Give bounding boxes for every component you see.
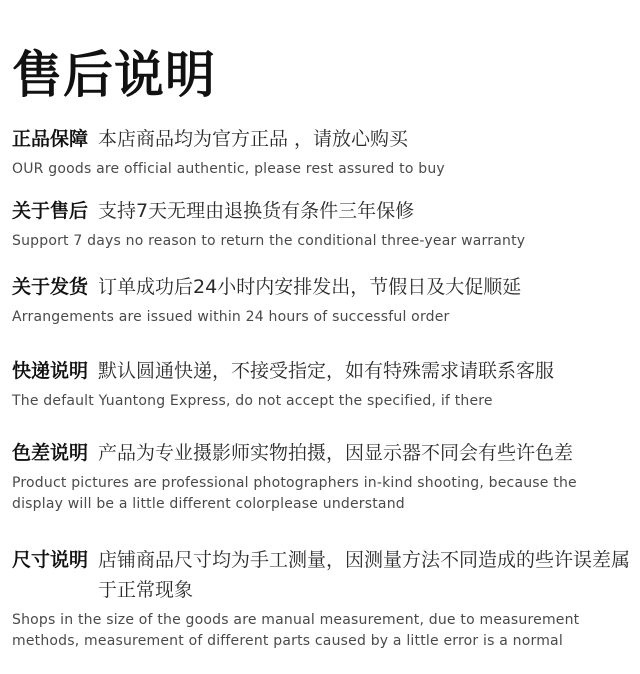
section-after-sales [12,196,632,252]
section-en-text: Shops in the size of the goods are manual measurement, due to measurement methods, measurement of different parts caused by a little error is a normal [12,612,580,649]
section-en-text: OUR goods are official authentic, please rest assured to buy [12,161,445,177]
section-label: 快递说明 [12,360,89,382]
section-en-text: Product pictures are professional photographers in-kind shooting, because the display will be a little different colorplease understand [12,475,577,512]
section-en-text: Arrangements are issued within 24 hours of successful order [12,309,450,325]
section-cn-text: 支持7天无理由退换货有条件三年保修 [98,200,415,222]
section-cn-text: 本店商品均为官方正品 ，请放心购买 [98,128,409,150]
section-cn-line [12,124,632,154]
section-label: 关于售后 [12,200,89,222]
section-cn-text: 店铺商品尺寸均为手工测量，因测量方法不同造成的些许误差属于正常现象 [98,549,631,601]
section-shipping [12,272,632,328]
section-size [12,545,632,652]
section-cn-line [12,545,632,605]
section-en-text: The default Yuantong Express, do not accept the specified, if there [12,393,493,409]
section-cn-text: 订单成功后24小时内安排发出，节假日及大促顺延 [98,276,522,298]
section-cn-line [12,356,632,386]
section-label: 正品保障 [12,128,89,150]
section-label: 色差说明 [12,442,89,464]
section-cn-text: 默认圆通快递，不接受指定，如有特殊需求请联系客服 [98,360,555,382]
section-cn-line [12,196,632,226]
section-label: 关于发货 [12,276,89,298]
section-cn-line [12,272,632,302]
section-label: 尺寸说明 [12,549,89,571]
section-express [12,356,632,412]
section-cn-text: 产品为专业摄影师实物拍摄，因显示器不同会有些许色差 [98,442,574,464]
page-title: 售后说明 [12,46,216,104]
section-color-difference [12,438,632,515]
section-en-text: Support 7 days no reason to return the conditional three-year warranty [12,233,526,249]
section-authentic-guarantee [12,124,632,180]
section-cn-line [12,438,632,468]
